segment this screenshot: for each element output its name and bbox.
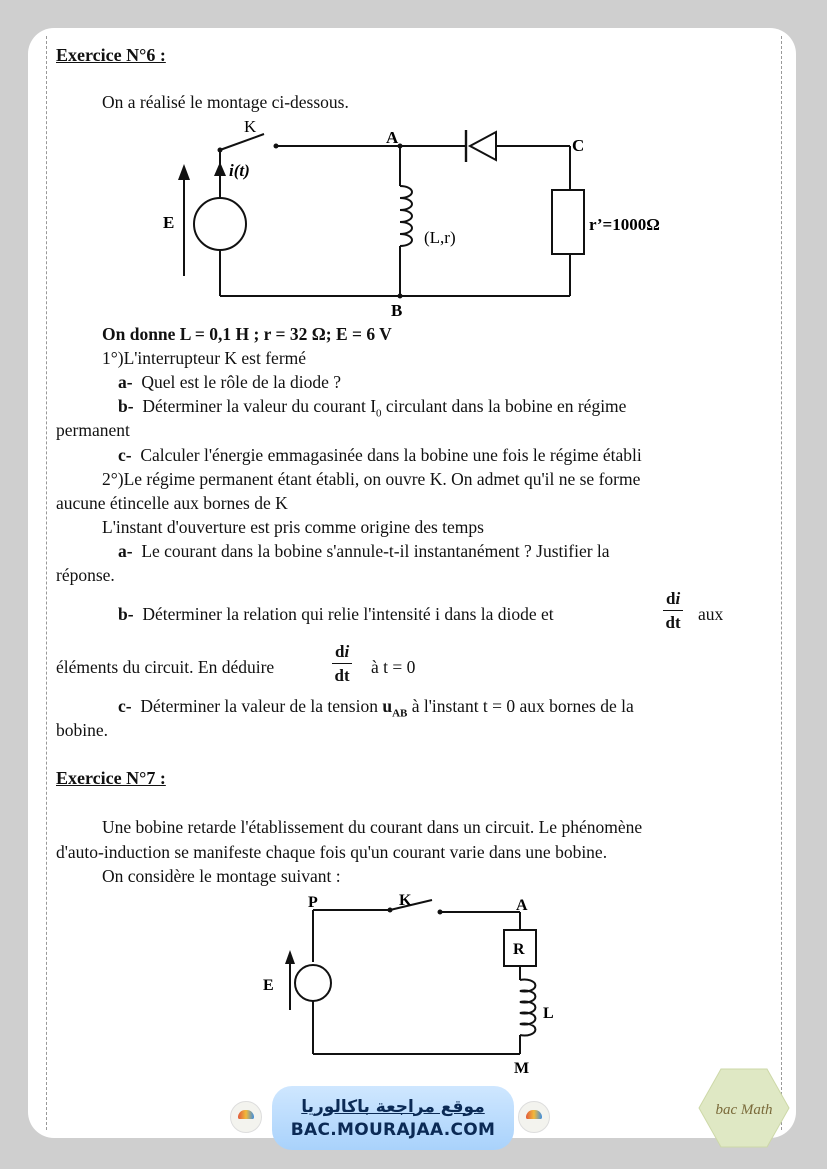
label-node-a-7: A	[516, 897, 528, 914]
question-2a: a- Le courant dans la bobine s'annule-t-il instantanément ? Justifier la	[118, 541, 610, 561]
switch-k-6	[220, 134, 264, 150]
question-1b-cont: permanent	[56, 420, 130, 440]
question-2c-cont: bobine.	[56, 720, 109, 740]
emf-arrow-7	[285, 950, 295, 964]
question-2b: b- Déterminer la relation qui relie l'intensité i dans la diode et	[118, 604, 554, 624]
exercise-7-intro-1: Une bobine retarde l'établissement du courant dans un circuit. Le phénomène	[102, 817, 643, 837]
fraction-di-dt-1: $\frac{di}{dt}$	[663, 589, 683, 633]
label-e-7: E	[263, 977, 274, 994]
question-2-line3: L'instant d'ouverture est pris comme origine des temps	[102, 517, 484, 537]
given-values: On donne L = 0,1 H ; r = 32 Ω; E = 6 V	[102, 324, 392, 344]
exercise-7-intro-2: d'auto-induction se manifeste chaque fois qu'un courant varie dans une bobine.	[56, 842, 608, 862]
emf-arrow	[178, 164, 190, 180]
question-1c: c- Calculer l'énergie emmagasinée dans la bobine une fois le régime établi	[118, 445, 642, 465]
label-node-a: A	[386, 128, 399, 147]
circuit-diagram-7	[255, 885, 575, 1080]
site-banner[interactable]	[272, 1086, 514, 1150]
resistor-r-prime	[552, 190, 584, 254]
label-r: R	[513, 941, 525, 958]
question-2b-cont: éléments du circuit. En déduire	[56, 657, 275, 677]
question-1a: a- Quel est le rôle de la diode ?	[118, 372, 342, 392]
question-2a-cont: réponse.	[56, 565, 115, 585]
label-node-p: P	[308, 894, 318, 911]
label-node-b: B	[391, 301, 403, 320]
label-coil: (L,r)	[424, 228, 456, 247]
label-node-m: M	[514, 1060, 530, 1077]
label-node-c: C	[572, 136, 585, 155]
exercise-7-intro-3: On considère le montage suivant :	[102, 866, 341, 886]
coil-l	[520, 980, 535, 1036]
label-e-6: E	[163, 213, 175, 232]
banner-arabic-text: موقع مراجعة باكالوريا	[301, 1096, 485, 1117]
question-2b-t0: à t = 0	[371, 657, 416, 677]
voltage-source-e-7	[295, 965, 331, 1001]
current-arrow	[214, 162, 226, 176]
question-2b-aux: aux	[698, 604, 724, 624]
label-k-6: K	[244, 117, 257, 136]
brand-logo-left	[230, 1101, 262, 1133]
question-2-line2: aucune étincelle aux bornes de K	[56, 493, 288, 513]
exercise-7-title: Exercice N°7 :	[56, 768, 166, 788]
banner-url[interactable]: BAC.MOURAJAA.COM	[290, 1119, 496, 1140]
question-2c: c- Déterminer la valeur de la tension $u_{AB}$ à l'instant t = 0 aux bornes de la	[118, 696, 634, 720]
label-k-7: K	[399, 892, 412, 909]
label-current: i(t)	[229, 161, 250, 180]
bac-math-logo	[698, 1067, 790, 1149]
exercise-6-intro: On a réalisé le montage ci-dessous.	[102, 92, 349, 112]
label-l: L	[543, 1005, 554, 1022]
brand-logo-right	[518, 1101, 550, 1133]
voltage-source-e	[194, 198, 246, 250]
label-resistor: r’=1000Ω	[589, 215, 660, 234]
question-1-title: 1°)L'interrupteur K est fermé	[102, 348, 307, 368]
diode	[466, 130, 496, 162]
svg-text:bac Math: bac Math	[715, 1102, 773, 1118]
question-2-line1: 2°)Le régime permanent étant établi, on ouvre K. On admet qu'il ne se forme	[102, 469, 641, 489]
fraction-di-dt-2: $\frac{di}{dt}$	[332, 642, 352, 686]
exercise-6-title: Exercice N°6 :	[56, 45, 166, 65]
question-1b: b- Déterminer la valeur du courant $I_0$ circulant dans la bobine en régime	[118, 396, 627, 420]
coil-l-r	[400, 186, 412, 246]
circuit-diagram-6	[150, 110, 710, 322]
